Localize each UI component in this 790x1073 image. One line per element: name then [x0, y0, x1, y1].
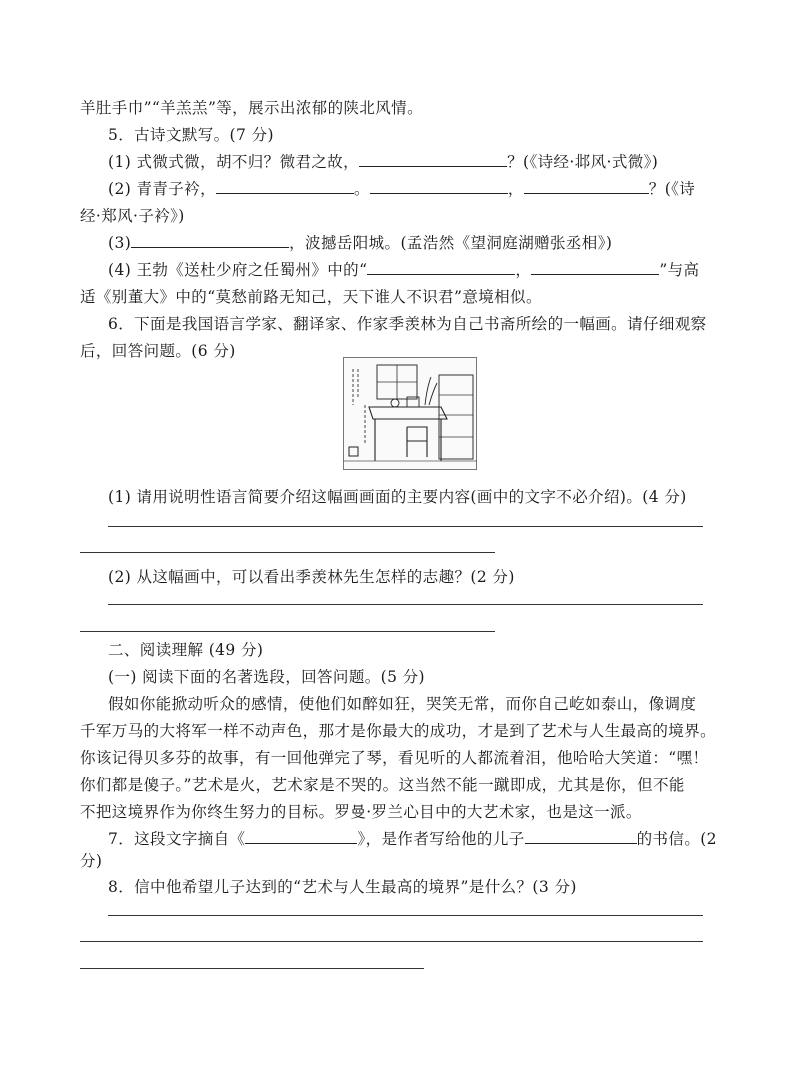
q5-item-2 [108, 179, 695, 199]
q6-title-line-1: 6．下面是我国语言学家、翻译家、作家季羡林为自己书斋所绘的一幅画。请仔细观察 [108, 315, 707, 333]
q7-prefix: 7．这段文字摘自《 [108, 830, 246, 848]
q5-item1-prefix: (1) 式微式微，胡不归？微君之故， [108, 153, 360, 171]
q5-item1-suffix: ？(《诗经·邶风·式微》) [507, 153, 659, 171]
q5-item3-suffix: ，波撼岳阳城。(孟浩然《望洞庭湖赠张丞相》) [289, 234, 613, 252]
q5-item1-blank[interactable] [359, 152, 507, 167]
q7 [108, 829, 717, 849]
q6-subquestion-2: (2) 从这幅画中，可以看出季羡林先生怎样的志趣？(2 分) [108, 568, 515, 586]
q7-middle: 》，是作者写给他的儿子 [357, 830, 525, 848]
q5-item2-blank-2[interactable] [370, 179, 508, 194]
passage-line: 千军万马的大将军一样不动声色，那才是你最大的成功，才是到了艺术与人生最高的境界。 [80, 722, 717, 740]
q5-item2-sep2: ， [507, 180, 524, 198]
passage-line: 你们都是傻子。”艺术是火，艺术家是不哭的。这当然不能一蹴即成，尤其是你，但不能 [80, 776, 685, 794]
answer-line[interactable] [80, 968, 424, 969]
q5-item3-blank[interactable] [131, 233, 289, 248]
q5-item-4 [108, 260, 699, 280]
q5-item2-blank-1[interactable] [216, 179, 354, 194]
intro-tail-text: 羊肚手巾”“羊羔羔”等，展示出浓郁的陕北风情。 [80, 99, 423, 117]
q7-suffix: 的书信。(2 [636, 830, 717, 848]
q7-continuation: 分) [80, 852, 103, 870]
answer-line[interactable] [80, 941, 703, 942]
q5-item-3 [108, 233, 612, 253]
q5-item-1 [108, 152, 658, 172]
answer-line[interactable] [108, 604, 703, 605]
passage-line: 不把这境界作为你终生努力的目标。罗曼·罗兰心目中的大艺术家，也是这一派。 [80, 803, 642, 821]
q5-item4-blank-1[interactable] [367, 260, 515, 275]
answer-line[interactable] [108, 526, 703, 527]
q8: 8．信中他希望儿子达到的“艺术与人生最高的境界”是什么？(3 分) [108, 878, 577, 896]
study-sketch-figure [343, 357, 477, 470]
q5-item4-continuation: 适《别董大》中的“莫愁前路无知己，天下谁人不识君”意境相似。 [80, 288, 542, 306]
passage-line: 你该记得贝多芬的故事，有一回他弹完了琴，看见听的人都流着泪，他哈哈大笑道：“嘿！ [80, 749, 709, 767]
q5-item2-continuation: 经·郑风·子衿》) [80, 207, 185, 225]
q5-item4-suffix: ”与高 [659, 261, 700, 279]
section-2-title: 二、阅读理解 (49 分) [108, 641, 264, 659]
q5-item4-blank-2[interactable] [531, 260, 659, 275]
section-2-part-1: (一) 阅读下面的名著选段，回答问题。(5 分) [108, 668, 426, 686]
q5-title: 5．古诗文默写。(7 分) [108, 126, 274, 144]
answer-line[interactable] [108, 915, 703, 916]
q5-item2-prefix: (2) 青青子衿， [108, 180, 216, 198]
q7-blank-son[interactable] [525, 829, 637, 844]
q5-item4-sep: ， [515, 261, 532, 279]
q5-item4-prefix: (4) 王勃《送杜少府之任蜀州》中的“ [108, 261, 368, 279]
answer-line[interactable] [80, 552, 495, 553]
q6-subquestion-1: (1) 请用说明性语言简要介绍这幅画画面的主要内容(画中的文字不必介绍)。(4 分) [108, 488, 687, 506]
answer-line[interactable] [80, 631, 495, 632]
q5-item2-blank-3[interactable] [524, 179, 649, 194]
q5-item2-suffix: ？(《诗 [648, 180, 696, 198]
q6-title-line-2: 后，回答问题。(6 分) [80, 342, 236, 360]
q5-item3-prefix: (3) [108, 234, 132, 252]
q7-blank-book[interactable] [245, 829, 357, 844]
passage-line: 假如你能掀动听众的感情，使他们如醉如狂，哭笑无常，而你自己屹如泰山，像调度 [108, 695, 697, 713]
q5-item2-sep1: 。 [353, 180, 370, 198]
